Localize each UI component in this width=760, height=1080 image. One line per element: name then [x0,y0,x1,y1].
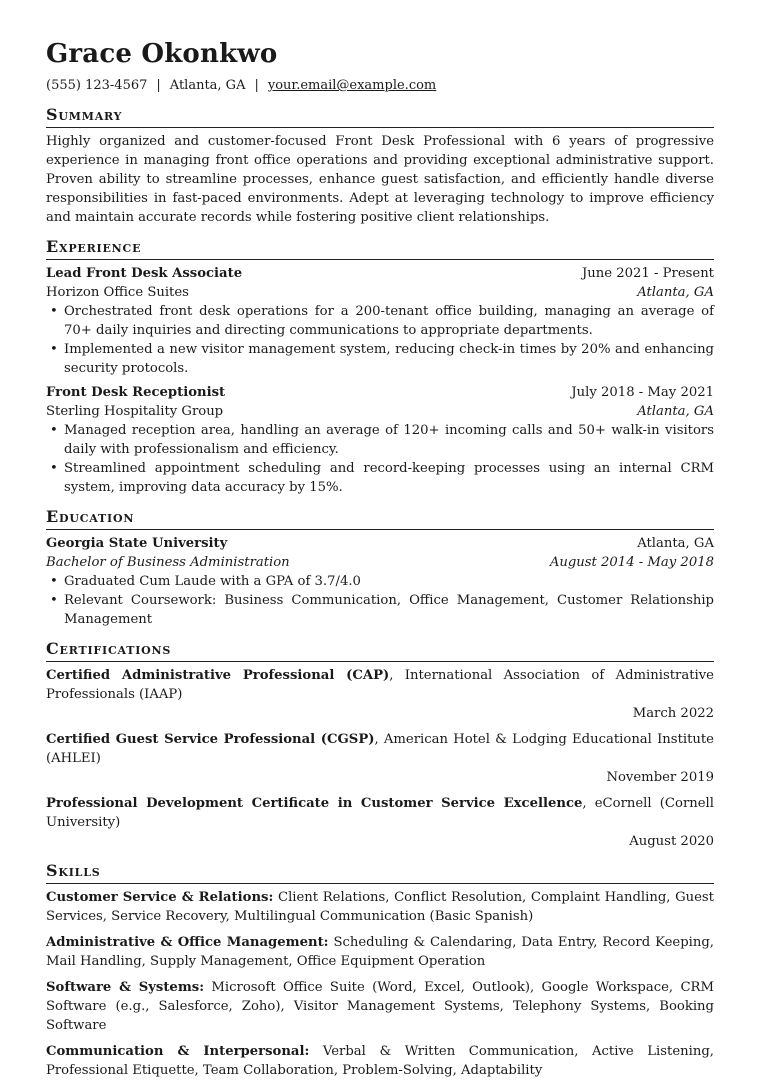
job-dates: June 2021 - Present [581,266,714,281]
certification-issuer: , eCornell (Cornell University) [46,796,714,830]
experience-entry [46,383,714,497]
job-bullets [46,302,714,378]
bullet-item: • Streamlined appointment scheduling and record-keeping processes using an internal CRM system, improving data accuracy by 15%. [64,459,714,497]
experience-entry [46,264,714,378]
email-link[interactable]: your.email@example.com [267,78,437,93]
section-title-summary: Summary [46,105,714,128]
certification-line [46,666,714,704]
contact-separator: | [254,78,259,93]
certification-issuer: , International Association of Administrative Professionals (IAAP) [46,668,714,702]
school-name: Georgia State University [46,536,228,551]
certification-line [46,794,714,832]
certification-name: Professional Development Certificate in Customer Service Excellence [46,796,583,811]
section-title-education: Education [46,507,714,530]
certification-issuer: , American Hotel & Lodging Educational Institute (AHLEI) [46,732,714,766]
certification-name: Certified Administrative Professional (CAP) [46,668,390,683]
candidate-name: Grace Okonkwo [46,39,278,69]
company-name: Sterling Hospitality Group [46,404,224,419]
job-dates: July 2018 - May 2021 [571,385,714,400]
summary-text: Highly organized and customer-focused Front Desk Professional with 6 years of progressive experience in managing front office operations and providing exceptional administrative support. Proven ability to streamline processes, enhance guest satisfaction, and efficiently handle diverse responsibilities in fast-paced environments. Adept at leveraging technology to improve efficiency and maintain accurate records while fostering positive client relationships. [46,134,714,225]
skill-entry [46,933,714,971]
certification-entry [46,666,714,723]
company-row [46,283,714,302]
contact-line [46,76,714,95]
skill-entry [46,1042,714,1080]
degree-row [46,553,714,572]
education-entry [46,534,714,629]
job-location: Atlanta, GA [637,285,714,300]
skill-items: Microsoft Office Suite (Word, Excel, Outlook), Google Workspace, CRM Software (e.g., Salesforce, Zoho), Visitor Management Systems, Telephony Systems, Booking Software [46,980,714,1033]
certification-entry [46,730,714,787]
certification-date: November 2019 [606,770,714,785]
education-bullets [46,572,714,629]
skill-entry [46,888,714,926]
job-title: Lead Front Desk Associate [46,266,243,281]
job-bullets [46,421,714,497]
skill-category: Administrative & Office Management: [46,935,329,950]
skill-items: Client Relations, Conflict Resolution, Complaint Handling, Guest Services, Service Recovery, Multilingual Communication (Basic Spanish) [46,890,714,924]
skill-entry [46,978,714,1035]
school-location: Atlanta, GA [637,536,714,551]
job-title: Front Desk Receptionist [46,385,226,400]
bullet-item: • Implemented a new visitor management system, reducing check-in times by 20% and enhancing security protocols. [64,340,714,378]
company-name: Horizon Office Suites [46,285,189,300]
phone-number: (555) 123-4567 [46,78,148,93]
bullet-item: • Managed reception area, handling an average of 120+ incoming calls and 50+ walk-in visitors daily with professionalism and efficiency. [64,421,714,459]
skill-category: Customer Service & Relations: [46,890,274,905]
bullet-item: • Relevant Coursework: Business Communication, Office Management, Customer Relationship Management [64,591,714,629]
skill-items: Verbal & Written Communication, Active Listening, Professional Etiquette, Team Collaboration, Problem-Solving, Adaptability [46,1044,714,1078]
skill-category: Communication & Interpersonal: [46,1044,310,1059]
degree-name: Bachelor of Business Administration [46,555,290,570]
section-title-certifications: Certifications [46,639,714,662]
certification-date: August 2020 [629,834,714,849]
certification-line [46,730,714,768]
certification-date: March 2022 [632,706,714,721]
education-dates: August 2014 - May 2018 [549,555,714,570]
certification-entry [46,794,714,851]
skill-items: Scheduling & Calendaring, Data Entry, Record Keeping, Mail Handling, Supply Management, Office Equipment Operation [46,935,714,969]
job-location: Atlanta, GA [637,404,714,419]
contact-separator: | [156,78,161,93]
bullet-item: • Graduated Cum Laude with a GPA of 3.7/4.0 [64,572,714,591]
school-row [46,534,714,553]
job-title-row [46,264,714,283]
bullet-item: • Orchestrated front desk operations for a 200-tenant office building, managing an average of 70+ daily inquiries and directing communications to appropriate departments. [64,302,714,340]
certification-name: Certified Guest Service Professional (CGSP) [46,732,375,747]
job-title-row [46,383,714,402]
location-text: Atlanta, GA [169,78,246,93]
company-row [46,402,714,421]
section-title-skills: Skills [46,861,714,884]
section-title-experience: Experience [46,237,714,260]
skill-category: Software & Systems: [46,980,205,995]
